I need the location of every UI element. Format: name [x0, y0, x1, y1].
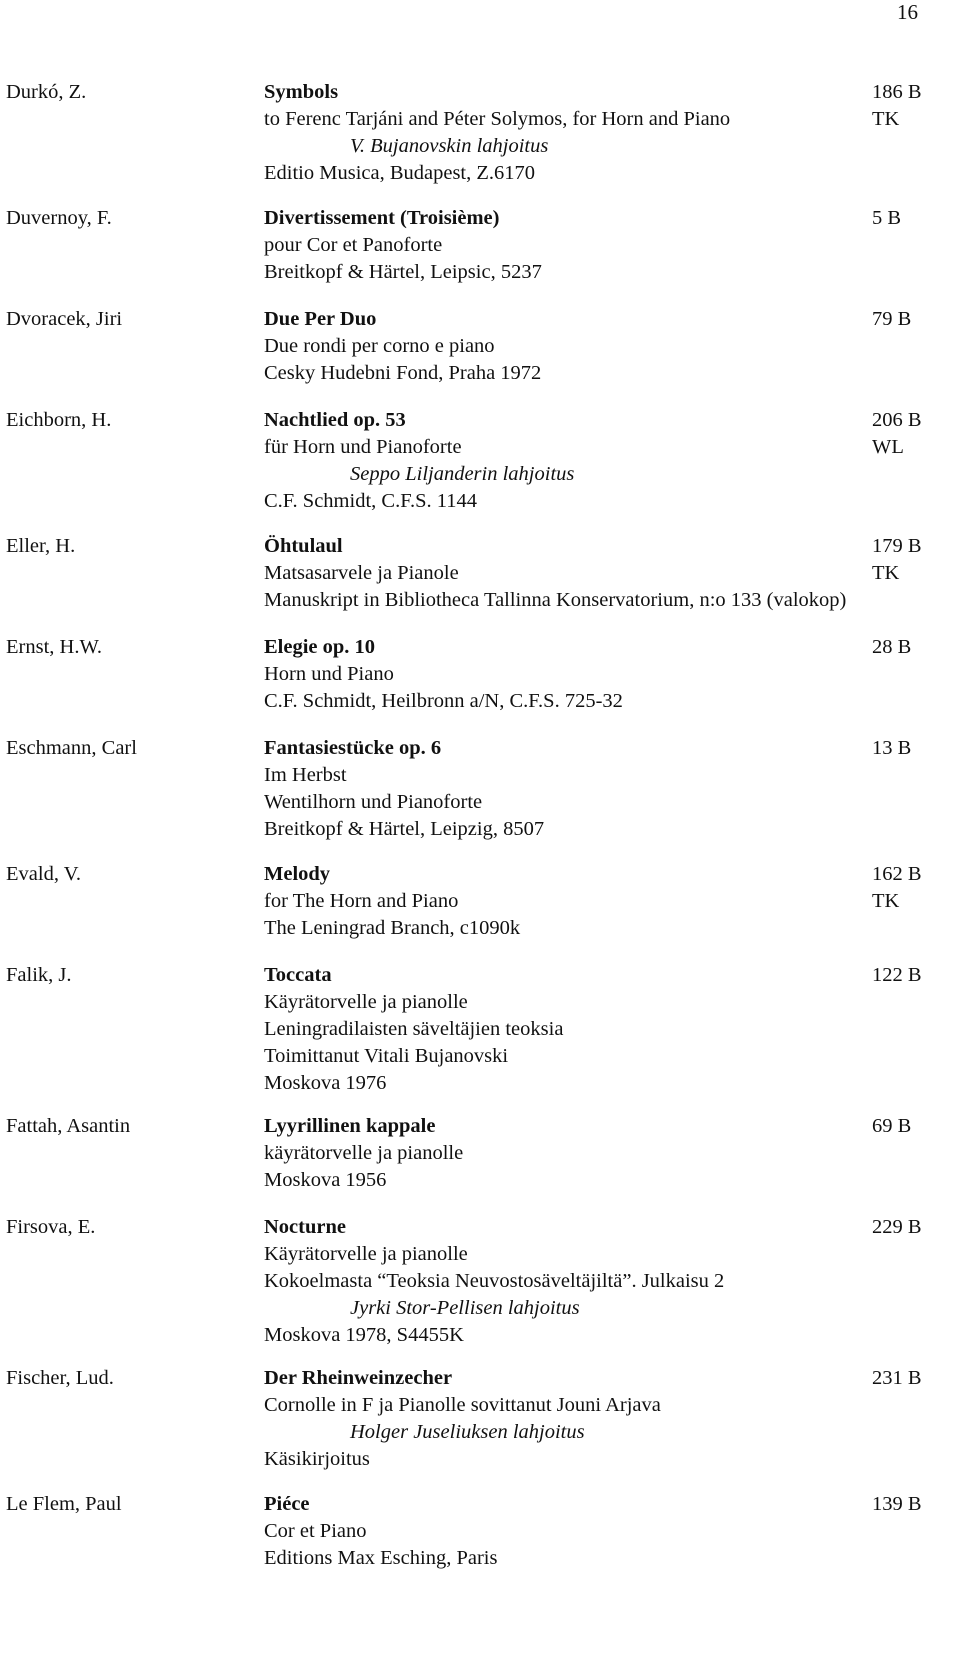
donation-note-line — [264, 461, 936, 488]
catalog-number: 122 B — [872, 964, 922, 986]
detail-text: Cornolle in F ja Pianolle sovittanut Jouni Arjava — [264, 1394, 661, 1416]
detail-line — [264, 1140, 936, 1167]
work-title-line — [264, 79, 936, 106]
detail-text: Breitkopf & Härtel, Leipzig, 8507 — [264, 818, 545, 840]
work-title-line — [264, 1491, 936, 1518]
detail-text: Käyrätorvelle ja pianolle — [264, 1243, 468, 1265]
detail-line — [264, 560, 936, 587]
detail-line — [264, 1322, 936, 1349]
work-title: Due Per Duo — [264, 308, 377, 330]
work-title: Melody — [264, 863, 331, 885]
catalog-entry — [6, 407, 936, 515]
work-title-line — [264, 735, 936, 762]
detail-text: Editio Musica, Budapest, Z.6170 — [264, 162, 536, 184]
catalog-entry — [6, 306, 936, 387]
work-title: Nocturne — [264, 1216, 346, 1238]
work-title: Elegie op. 10 — [264, 636, 376, 658]
detail-line — [264, 587, 936, 614]
detail-text: Cor et Piano — [264, 1520, 367, 1542]
detail-text: for The Horn and Piano — [264, 890, 459, 912]
detail-line — [264, 106, 936, 133]
work-title: Fantasiestücke op. 6 — [264, 737, 442, 759]
detail-text: Cesky Hudebni Fond, Praha 1972 — [264, 362, 542, 384]
detail-text: käyrätorvelle ja pianolle — [264, 1142, 464, 1164]
detail-line — [264, 1518, 936, 1545]
page-number: 16 — [897, 0, 918, 24]
work-title-line — [264, 962, 936, 989]
location-code: TK — [872, 108, 900, 130]
catalog-entry — [6, 1214, 936, 1349]
work-title: Divertissement (Troisième) — [264, 207, 500, 229]
detail-line — [264, 688, 936, 715]
composer-name: Dvoracek, Jiri — [6, 308, 123, 330]
detail-text: Toimittanut Vitali Bujanovski — [264, 1045, 509, 1067]
detail-line — [264, 1545, 936, 1572]
detail-text: Horn und Piano — [264, 663, 394, 685]
detail-text: Kokoelmasta “Teoksia Neuvostosäveltäjiltä”. Julkaisu 2 — [264, 1270, 725, 1292]
work-title-line — [264, 634, 936, 661]
catalog-number: 229 B — [872, 1216, 922, 1238]
catalog-entry — [6, 861, 936, 942]
entry-details — [264, 306, 936, 387]
donation-note: Holger Juseliuksen lahjoitus — [350, 1421, 585, 1443]
composer-name: Eschmann, Carl — [6, 737, 137, 759]
work-title: Nachtlied op. 53 — [264, 409, 406, 431]
catalog-number: 13 B — [872, 737, 912, 759]
catalog-number: 69 B — [872, 1115, 912, 1137]
entry-details — [264, 1113, 936, 1194]
work-title-line — [264, 1214, 936, 1241]
composer-name: Firsova, E. — [6, 1216, 96, 1238]
detail-line — [264, 661, 936, 688]
detail-line — [264, 488, 936, 515]
composer-name: Durkó, Z. — [6, 81, 87, 103]
entry-details — [264, 861, 936, 942]
detail-line — [264, 160, 936, 187]
detail-line — [264, 762, 936, 789]
work-title-line — [264, 407, 936, 434]
composer-name: Ernst, H.W. — [6, 636, 103, 658]
detail-line — [264, 915, 936, 942]
catalog-number: 5 B — [872, 207, 902, 229]
detail-text: Breitkopf & Härtel, Leipsic, 5237 — [264, 261, 542, 283]
entry-details — [264, 1214, 936, 1349]
composer-name: Fischer, Lud. — [6, 1367, 114, 1389]
catalog-number: 179 B — [872, 535, 922, 557]
detail-line — [264, 259, 936, 286]
entry-details — [264, 1491, 936, 1572]
detail-text: Moskova 1956 — [264, 1169, 387, 1191]
detail-line — [264, 1043, 936, 1070]
catalog-number: 139 B — [872, 1493, 922, 1515]
composer-name: Le Flem, Paul — [6, 1493, 122, 1515]
composer-name: Fattah, Asantin — [6, 1115, 131, 1137]
detail-line — [264, 1268, 936, 1295]
detail-text: Käsikirjoitus — [264, 1448, 370, 1470]
entry-details — [264, 79, 936, 187]
detail-line — [264, 1241, 936, 1268]
detail-line — [264, 1446, 936, 1473]
composer-name: Falik, J. — [6, 964, 72, 986]
composer-name: Duvernoy, F. — [6, 207, 112, 229]
catalog-number: 79 B — [872, 308, 912, 330]
detail-text: to Ferenc Tarjáni and Péter Solymos, for Horn and Piano — [264, 108, 731, 130]
catalog-entry — [6, 634, 936, 715]
detail-line — [264, 333, 936, 360]
entry-details — [264, 735, 936, 843]
catalog-entry — [6, 1365, 936, 1473]
detail-text: für Horn und Pianoforte — [264, 436, 462, 458]
detail-line — [264, 1016, 936, 1043]
work-title: Lyyrillinen kappale — [264, 1115, 436, 1137]
work-title: Toccata — [264, 964, 332, 986]
catalog-entry — [6, 1491, 936, 1572]
entry-details — [264, 205, 936, 286]
catalog-number: 186 B — [872, 81, 922, 103]
detail-line — [264, 1392, 936, 1419]
detail-text: C.F. Schmidt, C.F.S. 1144 — [264, 490, 477, 512]
detail-line — [264, 1167, 936, 1194]
catalog-entry — [6, 962, 936, 1097]
work-title-line — [264, 306, 936, 333]
detail-text: Wentilhorn und Pianoforte — [264, 791, 483, 813]
donation-note: V. Bujanovskin lahjoitus — [350, 135, 549, 157]
donation-note: Seppo Liljanderin lahjoitus — [350, 463, 575, 485]
composer-name: Eller, H. — [6, 535, 76, 557]
work-title-line — [264, 533, 936, 560]
catalog-entry — [6, 533, 936, 614]
detail-line — [264, 434, 936, 461]
detail-text: Im Herbst — [264, 764, 347, 786]
detail-line — [264, 1070, 936, 1097]
detail-line — [264, 989, 936, 1016]
detail-text: Manuskript in Bibliotheca Tallinna Konservatorium, n:o 133 (valokop) — [264, 589, 847, 611]
location-code: TK — [872, 562, 900, 584]
catalog-entry — [6, 1113, 936, 1194]
work-title-line — [264, 861, 936, 888]
work-title-line — [264, 205, 936, 232]
detail-text: Leningradilaisten säveltäjien teoksia — [264, 1018, 564, 1040]
catalog-number: 231 B — [872, 1367, 922, 1389]
catalog-entry — [6, 735, 936, 843]
location-code: TK — [872, 890, 900, 912]
catalog-entry — [6, 205, 936, 286]
donation-note-line — [264, 1295, 936, 1322]
composer-name: Evald, V. — [6, 863, 81, 885]
detail-text: Moskova 1976 — [264, 1072, 387, 1094]
detail-text: Matsasarvele ja Pianole — [264, 562, 459, 584]
donation-note-line — [264, 1419, 936, 1446]
detail-text: C.F. Schmidt, Heilbronn a/N, C.F.S. 725-32 — [264, 690, 623, 712]
detail-text: Moskova 1978, S4455K — [264, 1324, 464, 1346]
work-title-line — [264, 1113, 936, 1140]
detail-text: The Leningrad Branch, c1090k — [264, 917, 521, 939]
entry-details — [264, 407, 936, 515]
entry-details — [264, 1365, 936, 1473]
work-title: Der Rheinweinzecher — [264, 1367, 453, 1389]
detail-line — [264, 888, 936, 915]
detail-line — [264, 789, 936, 816]
donation-note-line — [264, 133, 936, 160]
catalog-number: 162 B — [872, 863, 922, 885]
entry-details — [264, 962, 936, 1097]
detail-text: Editions Max Esching, Paris — [264, 1547, 498, 1569]
entry-details — [264, 634, 936, 715]
detail-line — [264, 816, 936, 843]
detail-line — [264, 232, 936, 259]
catalog-entry — [6, 79, 936, 187]
detail-text: Käyrätorvelle ja pianolle — [264, 991, 468, 1013]
detail-text: pour Cor et Panoforte — [264, 234, 443, 256]
donation-note: Jyrki Stor-Pellisen lahjoitus — [350, 1297, 580, 1319]
catalog-number: 206 B — [872, 409, 922, 431]
work-title-line — [264, 1365, 936, 1392]
work-title: Symbols — [264, 81, 339, 103]
detail-text: Due rondi per corno e piano — [264, 335, 495, 357]
work-title: Öhtulaul — [264, 535, 343, 557]
location-code: WL — [872, 436, 904, 458]
work-title: Piéce — [264, 1493, 310, 1515]
catalog-number: 28 B — [872, 636, 912, 658]
entry-details — [264, 533, 936, 614]
composer-name: Eichborn, H. — [6, 409, 112, 431]
detail-line — [264, 360, 936, 387]
